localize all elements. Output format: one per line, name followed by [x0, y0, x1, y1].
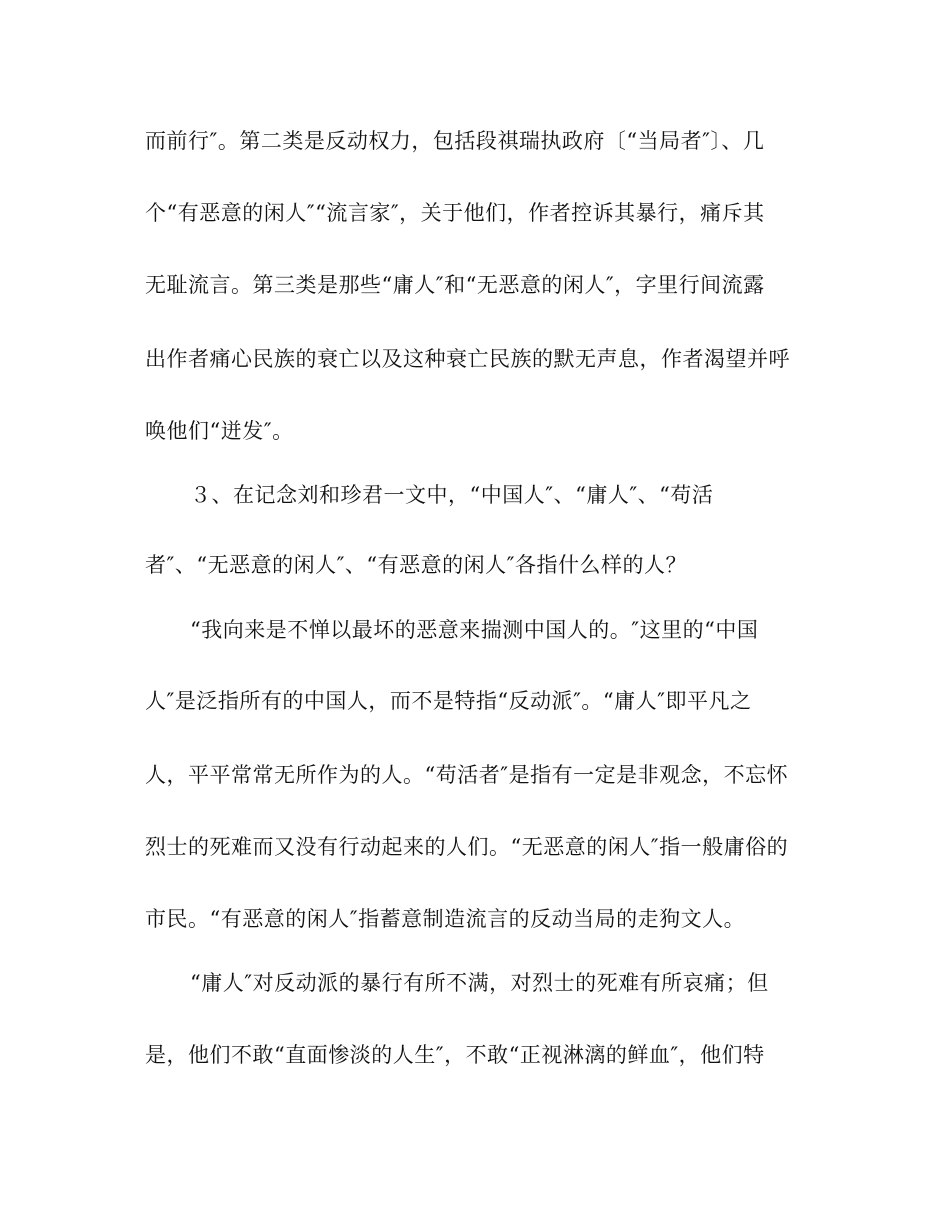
question-line: ３、在记念刘和珍君一文中，“中国人″、“庸人″、“苟活	[190, 483, 714, 507]
text-line: 出作者痛心民族的衰亡以及这种衰亡民族的默无声息，作者渴望并呼	[145, 347, 790, 371]
text-line: 而前行″。第二类是反动权力，包括段祺瑞执政府〔“当局者″〕、几	[145, 129, 765, 153]
text-line: 唤他们“迸发″。	[145, 419, 294, 443]
text-line: 人，平平常常无所作为的人。“苟活者″是指有一定是非观念，不忘怀	[145, 763, 789, 787]
text-line: “我向来是不惮以最坏的恶意来揣测中国人的。″这里的“中国	[190, 618, 759, 642]
text-line: 人″是泛指所有的中国人，而不是特指“反动派″。“庸人″即平凡之	[145, 689, 752, 713]
text-line: 烈士的死难而又没有行动起来的人们。“无恶意的闲人″指一般庸俗的	[145, 835, 789, 859]
text-line: 个“有恶意的闲人″“流言家″，关于他们，作者控诉其暴行，痛斥其	[145, 201, 765, 225]
text-line: 是，他们不敢“直面惨淡的人生″，不敢“正视淋漓的鲜血″，他们特	[145, 1043, 765, 1067]
text-line: “庸人″对反动派的暴行有所不满，对烈士的死难有所哀痛；但	[190, 971, 769, 995]
text-line: 市民。“有恶意的闲人″指蓄意制造流言的反动当局的走狗文人。	[145, 907, 746, 931]
text-line: 无耻流言。第三类是那些“庸人″和“无恶意的闲人″，字里行间流露	[145, 273, 765, 297]
question-line: 者″、“无恶意的闲人″、“有恶意的闲人″各指什么样的人？	[145, 553, 688, 577]
